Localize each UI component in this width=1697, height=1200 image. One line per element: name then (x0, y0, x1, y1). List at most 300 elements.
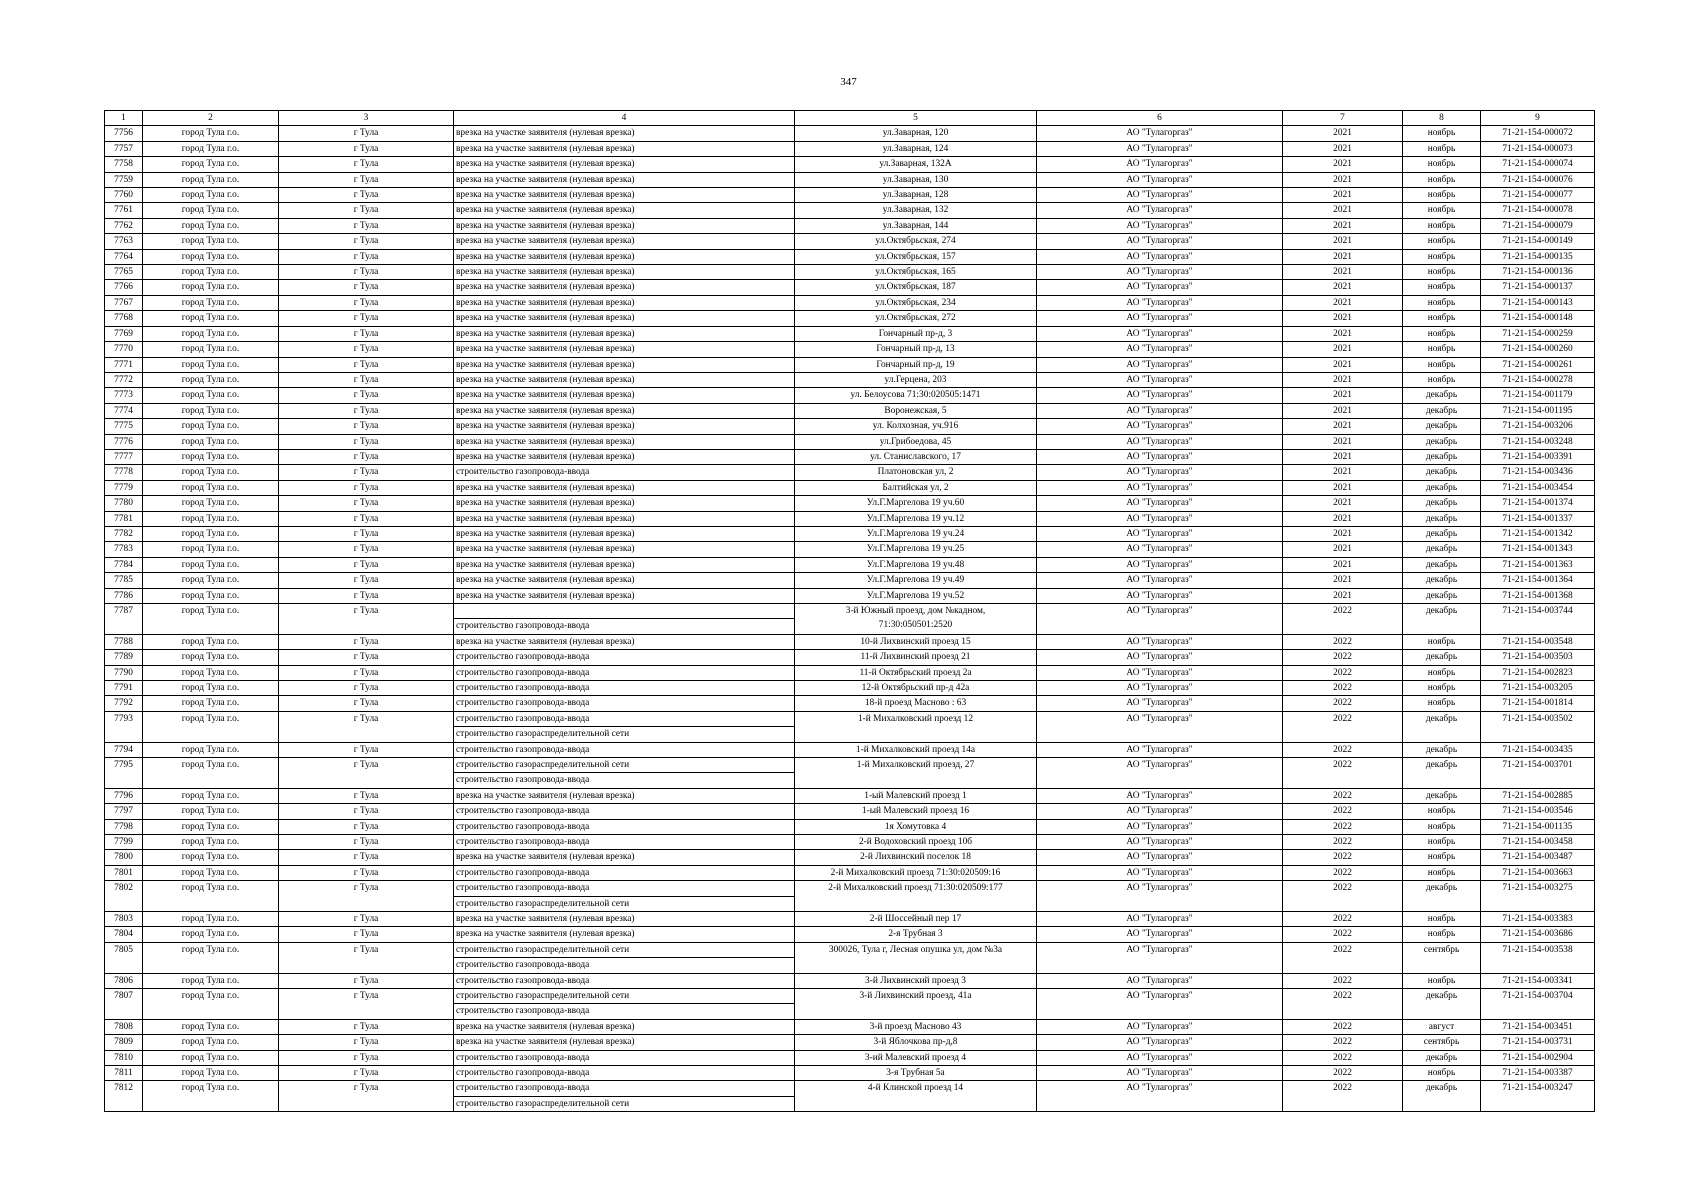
address-line: 11-й Лихвинский проезд 21 (860, 652, 971, 663)
organization-cell: АО "Тулагоргаз" (1037, 681, 1283, 696)
organization-cell: АО "Тулагоргаз" (1037, 665, 1283, 680)
city-cell: г Тула (279, 742, 454, 757)
district-cell: город Тула г.о. (143, 804, 279, 819)
address-cell (795, 696, 1037, 711)
district-cell: город Тула г.о. (143, 665, 279, 680)
work-type-cell (454, 295, 795, 310)
district-cell: город Тула г.о. (143, 696, 279, 711)
work-type-line: врезка на участке заявителя (нулевая врезка) (456, 575, 635, 586)
organization-cell: АО "Тулагоргаз" (1037, 295, 1283, 310)
address-line: Ул.Г.Маргелова 19 уч.60 (866, 498, 965, 509)
organization-cell: АО "Тулагоргаз" (1037, 419, 1283, 434)
year-cell: 2021 (1283, 480, 1403, 495)
table-row (105, 419, 1595, 434)
work-type-cell (454, 141, 795, 156)
work-type-line: строительство газопровода-ввода (456, 1068, 590, 1078)
year-cell: 2021 (1283, 388, 1403, 403)
district-cell: город Тула г.о. (143, 218, 279, 233)
organization-cell: АО "Тулагоргаз" (1037, 711, 1283, 742)
month-cell: декабрь (1403, 419, 1481, 434)
month-cell: ноябрь (1403, 912, 1481, 927)
application-code-cell: 71-21-154-000135 (1481, 249, 1595, 264)
work-type-cell (454, 511, 795, 526)
work-type-cell (454, 912, 795, 927)
month-cell: ноябрь (1403, 665, 1481, 680)
row-number: 7784 (105, 557, 143, 572)
organization-cell: АО "Тулагоргаз" (1037, 881, 1283, 912)
month-cell: декабрь (1403, 573, 1481, 588)
organization-cell: АО "Тулагоргаз" (1037, 249, 1283, 264)
row-number: 7761 (105, 203, 143, 218)
month-cell: ноябрь (1403, 265, 1481, 280)
application-code-cell: 71-21-154-000148 (1481, 311, 1595, 326)
city-cell: г Тула (279, 265, 454, 280)
row-number: 7778 (105, 465, 143, 480)
row-number: 7795 (105, 758, 143, 789)
city-cell: г Тула (279, 588, 454, 603)
work-type-line: врезка на участке заявителя (нулевая врезка) (456, 436, 635, 447)
address-cell (795, 218, 1037, 233)
column-number: 8 (1403, 111, 1481, 126)
organization-cell: АО "Тулагоргаз" (1037, 496, 1283, 511)
address-cell (795, 588, 1037, 603)
month-cell: декабрь (1403, 403, 1481, 418)
year-cell: 2021 (1283, 372, 1403, 387)
table-row (105, 526, 1595, 541)
address-cell (795, 1050, 1037, 1065)
organization-cell: АО "Тулагоргаз" (1037, 912, 1283, 927)
address-line: Гончарный пр-д, 13 (876, 344, 955, 355)
work-type-line: врезка на участке заявителя (нулевая врезка) (456, 297, 635, 308)
table-row (105, 449, 1595, 464)
table-row (105, 912, 1595, 927)
table-row (105, 188, 1595, 203)
work-type-cell (454, 1050, 795, 1065)
work-type-line: строительство газопровода-ввода (456, 806, 590, 817)
table-row (105, 372, 1595, 387)
row-number: 7773 (105, 388, 143, 403)
work-type-cell (454, 973, 795, 988)
address-line: 12-й Октябрьский пр-д 42а (861, 683, 970, 693)
work-type-cell (454, 758, 795, 789)
month-cell: ноябрь (1403, 1066, 1481, 1081)
work-type-cell (454, 449, 795, 464)
organization-cell: АО "Тулагоргаз" (1037, 372, 1283, 387)
address-cell (795, 480, 1037, 495)
work-type-line: строительство газопровода-ввода (456, 713, 590, 724)
city-cell: г Тула (279, 511, 454, 526)
address-line: Ул.Г.Маргелова 19 уч.24 (866, 528, 965, 539)
year-cell: 2021 (1283, 126, 1403, 141)
table-row (105, 557, 1595, 572)
month-cell: декабрь (1403, 542, 1481, 557)
work-type-line: врезка на участке заявителя (нулевая врезка) (456, 236, 635, 247)
application-code-cell: 71-21-154-003341 (1481, 973, 1595, 988)
organization-cell: АО "Тулагоргаз" (1037, 973, 1283, 988)
row-number: 7808 (105, 1019, 143, 1034)
district-cell: город Тула г.о. (143, 850, 279, 865)
city-cell: г Тула (279, 280, 454, 295)
organization-cell: АО "Тулагоргаз" (1037, 742, 1283, 757)
table-row (105, 942, 1595, 973)
work-type-cell (454, 372, 795, 387)
organization-cell: АО "Тулагоргаз" (1037, 326, 1283, 341)
city-cell: г Тула (279, 434, 454, 449)
address-cell (795, 742, 1037, 757)
work-type-cell (454, 188, 795, 203)
address-cell (795, 326, 1037, 341)
column-number: 7 (1283, 111, 1403, 126)
address-cell (795, 1066, 1037, 1081)
city-cell: г Тула (279, 927, 454, 942)
row-number: 7802 (105, 881, 143, 912)
table-row (105, 434, 1595, 449)
work-type-line: строительство газопровода-ввода (456, 667, 590, 678)
month-cell: ноябрь (1403, 634, 1481, 649)
work-type-line: строительство газораспределительной сети (456, 760, 630, 770)
address-cell (795, 403, 1037, 418)
district-cell: город Тула г.о. (143, 496, 279, 511)
work-type-line: строительство газопровода-ввода (456, 698, 590, 709)
year-cell: 2021 (1283, 295, 1403, 310)
application-code-cell: 71-21-154-001135 (1481, 819, 1595, 834)
application-code-cell: 71-21-154-000260 (1481, 342, 1595, 357)
organization-cell: АО "Тулагоргаз" (1037, 573, 1283, 588)
organization-cell: АО "Тулагоргаз" (1037, 942, 1283, 973)
district-cell: город Тула г.о. (143, 588, 279, 603)
address-cell (795, 449, 1037, 464)
work-type-line: строительство газораспределительной сети (456, 944, 630, 955)
month-cell: ноябрь (1403, 973, 1481, 988)
address-line: 1-й Михалковский проезд, 27 (856, 760, 975, 770)
work-type-line: строительство газопровода-ввода (456, 652, 590, 663)
work-type-cell (454, 326, 795, 341)
year-cell: 2022 (1283, 604, 1403, 635)
address-cell (795, 819, 1037, 834)
work-type-cell (454, 311, 795, 326)
application-code-cell: 71-21-154-003704 (1481, 989, 1595, 1020)
address-line: ул.Октябрьская, 187 (875, 282, 956, 293)
year-cell: 2021 (1283, 434, 1403, 449)
address-cell (795, 526, 1037, 541)
year-cell: 2022 (1283, 804, 1403, 819)
city-cell: г Тула (279, 1019, 454, 1034)
work-type-line: врезка на участке заявителя (нулевая врезка) (456, 390, 635, 401)
row-number: 7811 (105, 1066, 143, 1081)
address-line: Ул.Г.Маргелова 19 уч.25 (866, 544, 965, 555)
table-row (105, 989, 1595, 1020)
district-cell: город Тула г.о. (143, 942, 279, 973)
work-type-line: строительство газораспределительной сети (454, 896, 794, 911)
city-cell: г Тула (279, 388, 454, 403)
address-line: 18-й проезд Масново : 63 (864, 698, 967, 709)
row-number: 7799 (105, 835, 143, 850)
organization-cell: АО "Тулагоргаз" (1037, 696, 1283, 711)
application-code-cell: 71-21-154-000149 (1481, 234, 1595, 249)
table-row (105, 573, 1595, 588)
year-cell: 2022 (1283, 665, 1403, 680)
city-cell: г Тула (279, 542, 454, 557)
row-number: 7777 (105, 449, 143, 464)
organization-cell: АО "Тулагоргаз" (1037, 835, 1283, 850)
address-line: Ул.Г.Маргелова 19 уч.49 (866, 575, 965, 586)
organization-cell: АО "Тулагоргаз" (1037, 126, 1283, 141)
address-cell (795, 634, 1037, 649)
address-cell (795, 141, 1037, 156)
year-cell: 2021 (1283, 141, 1403, 156)
table-row (105, 218, 1595, 233)
city-cell: г Тула (279, 526, 454, 541)
row-number: 7789 (105, 650, 143, 665)
district-cell: город Тула г.о. (143, 742, 279, 757)
row-number: 7790 (105, 665, 143, 680)
organization-cell: АО "Тулагоргаз" (1037, 141, 1283, 156)
organization-cell: АО "Тулагоргаз" (1037, 157, 1283, 172)
district-cell: город Тула г.о. (143, 449, 279, 464)
address-cell (795, 788, 1037, 803)
year-cell: 2021 (1283, 218, 1403, 233)
year-cell: 2022 (1283, 1050, 1403, 1065)
row-number: 7807 (105, 989, 143, 1020)
district-cell: город Тула г.о. (143, 434, 279, 449)
district-cell: город Тула г.о. (143, 835, 279, 850)
city-cell: г Тула (279, 480, 454, 495)
district-cell: город Тула г.о. (143, 357, 279, 372)
year-cell: 2021 (1283, 511, 1403, 526)
address-line: 2-я Трубная 3 (888, 929, 943, 940)
address-line: 1-ый Малевский проезд 1 (864, 790, 967, 801)
work-type-line: врезка на участке заявителя (нулевая врезка) (456, 929, 635, 940)
address-line: ул.Заварная, 130 (882, 174, 949, 185)
table-row (105, 234, 1595, 249)
work-type-line: врезка на участке заявителя (нулевая врезка) (456, 590, 635, 601)
address-line: ул.Октябрьская, 234 (875, 297, 956, 308)
row-number: 7793 (105, 711, 143, 742)
row-number: 7760 (105, 188, 143, 203)
address-line: Гончарный пр-д, 19 (876, 359, 955, 370)
district-cell: город Тула г.о. (143, 234, 279, 249)
address-cell (795, 927, 1037, 942)
district-cell: город Тула г.о. (143, 604, 279, 635)
work-type-line: врезка на участке заявителя (нулевая врезка) (456, 559, 635, 570)
application-code-cell: 71-21-154-000143 (1481, 295, 1595, 310)
address-line: 2-й Михалковский проезд 71:30:020509:177 (828, 883, 1003, 894)
work-type-line: врезка на участке заявителя (нулевая врезка) (456, 914, 635, 924)
work-type-line: врезка на участке заявителя (нулевая врезка) (456, 405, 635, 416)
month-cell: декабрь (1403, 788, 1481, 803)
month-cell: сентябрь (1403, 1035, 1481, 1050)
application-code-cell: 71-21-154-003503 (1481, 650, 1595, 665)
row-number: 7810 (105, 1050, 143, 1065)
work-type-line: врезка на участке заявителя (нулевая врезка) (456, 359, 635, 370)
register-table (104, 110, 1595, 1112)
month-cell: ноябрь (1403, 295, 1481, 310)
work-type-cell (454, 634, 795, 649)
city-cell: г Тула (279, 912, 454, 927)
address-cell (795, 496, 1037, 511)
year-cell: 2022 (1283, 711, 1403, 742)
table-row (105, 388, 1595, 403)
work-type-line: врезка на участке заявителя (нулевая врезка) (456, 267, 635, 278)
year-cell: 2022 (1283, 819, 1403, 834)
month-cell: декабрь (1403, 650, 1481, 665)
work-type-cell (454, 480, 795, 495)
year-cell: 2021 (1283, 419, 1403, 434)
address-cell (795, 126, 1037, 141)
application-code-cell: 71-21-154-003731 (1481, 1035, 1595, 1050)
row-number: 7792 (105, 696, 143, 711)
city-cell: г Тула (279, 650, 454, 665)
work-type-line: врезка на участке заявителя (нулевая врезка) (456, 1021, 635, 1032)
application-code-cell: 71-21-154-002904 (1481, 1050, 1595, 1065)
city-cell: г Тула (279, 188, 454, 203)
organization-cell: АО "Тулагоргаз" (1037, 557, 1283, 572)
work-type-line: строительство газопровода-ввода (454, 618, 794, 633)
organization-cell: АО "Тулагоргаз" (1037, 234, 1283, 249)
district-cell: город Тула г.о. (143, 126, 279, 141)
table-row (105, 465, 1595, 480)
row-number: 7806 (105, 973, 143, 988)
organization-cell: АО "Тулагоргаз" (1037, 1081, 1283, 1112)
work-type-line: строительство газопровода-ввода (456, 821, 590, 832)
table-row (105, 604, 1595, 635)
row-number: 7805 (105, 942, 143, 973)
address-line: 3-ий Малевский проезд 4 (864, 1052, 967, 1063)
address-line: Платоновская ул, 2 (877, 467, 954, 478)
table-row (105, 172, 1595, 187)
district-cell: город Тула г.о. (143, 403, 279, 418)
work-type-cell (454, 742, 795, 757)
column-number: 5 (795, 111, 1037, 126)
month-cell: ноябрь (1403, 681, 1481, 696)
work-type-cell (454, 927, 795, 942)
address-cell (795, 665, 1037, 680)
city-cell: г Тула (279, 1035, 454, 1050)
organization-cell: АО "Тулагоргаз" (1037, 758, 1283, 789)
district-cell: город Тула г.о. (143, 157, 279, 172)
work-type-cell (454, 126, 795, 141)
table-row (105, 696, 1595, 711)
month-cell: декабрь (1403, 758, 1481, 789)
application-code-cell: 71-21-154-000259 (1481, 326, 1595, 341)
year-cell: 2022 (1283, 742, 1403, 757)
city-cell: г Тула (279, 496, 454, 511)
work-type-line: врезка на участке заявителя (нулевая врезка) (456, 544, 635, 555)
city-cell: г Тула (279, 357, 454, 372)
month-cell: декабрь (1403, 742, 1481, 757)
year-cell: 2022 (1283, 681, 1403, 696)
table-row (105, 342, 1595, 357)
row-number: 7780 (105, 496, 143, 511)
year-cell: 2021 (1283, 465, 1403, 480)
city-cell: г Тула (279, 403, 454, 418)
organization-cell: АО "Тулагоргаз" (1037, 1019, 1283, 1034)
address-cell (795, 604, 1037, 635)
address-line: ул.Заварная, 120 (882, 128, 949, 139)
work-type-line: врезка на участке заявителя (нулевая врезка) (456, 636, 635, 647)
work-type-line: строительство газораспределительной сети (454, 1096, 794, 1111)
work-type-cell (454, 557, 795, 572)
year-cell: 2022 (1283, 927, 1403, 942)
address-cell (795, 434, 1037, 449)
district-cell: город Тула г.о. (143, 419, 279, 434)
year-cell: 2022 (1283, 850, 1403, 865)
row-number: 7812 (105, 1081, 143, 1112)
table-row (105, 141, 1595, 156)
address-line: 11-й Октябрьский проезд 2а (859, 667, 972, 678)
work-type-cell (454, 942, 795, 973)
address-line: 3-я Трубная 5а (886, 1068, 945, 1078)
work-type-line: строительство газопровода-ввода (456, 1083, 590, 1094)
application-code-cell: 71-21-154-003744 (1481, 604, 1595, 635)
row-number: 7771 (105, 357, 143, 372)
work-type-cell (454, 865, 795, 880)
month-cell: декабрь (1403, 588, 1481, 603)
district-cell: город Тула г.о. (143, 141, 279, 156)
table-row (105, 1035, 1595, 1050)
address-line: ул.Октябрьская, 272 (875, 313, 956, 324)
work-type-line: врезка на участке заявителя (нулевая врезка) (456, 451, 635, 462)
table-row (105, 588, 1595, 603)
year-cell: 2021 (1283, 280, 1403, 295)
district-cell: город Тула г.о. (143, 865, 279, 880)
application-code-cell: 71-21-154-001343 (1481, 542, 1595, 557)
table-row (105, 788, 1595, 803)
year-cell: 2022 (1283, 835, 1403, 850)
organization-cell: АО "Тулагоргаз" (1037, 280, 1283, 295)
address-line: 1я Хомутовка 4 (884, 821, 947, 832)
application-code-cell: 71-21-154-003686 (1481, 927, 1595, 942)
work-type-line: врезка на участке заявителя (нулевая врезка) (456, 159, 635, 170)
address-line: ул.Заварная, 132 (882, 205, 949, 216)
row-number: 7762 (105, 218, 143, 233)
month-cell: ноябрь (1403, 696, 1481, 711)
work-type-line: строительство газораспределительной сети (454, 726, 794, 741)
address-line: ул.Грибоедова, 45 (879, 436, 952, 447)
organization-cell: АО "Тулагоргаз" (1037, 788, 1283, 803)
row-number: 7768 (105, 311, 143, 326)
row-number: 7785 (105, 573, 143, 588)
work-type-line: врезка на участке заявителя (нулевая врезка) (456, 205, 635, 216)
address-line: Воронежская, 5 (884, 405, 947, 416)
organization-cell: АО "Тулагоргаз" (1037, 865, 1283, 880)
address-cell (795, 234, 1037, 249)
table-row (105, 326, 1595, 341)
address-line: 2-й Михалковский проезд 71:30:020509:16 (830, 867, 1001, 878)
year-cell: 2021 (1283, 496, 1403, 511)
organization-cell: АО "Тулагоргаз" (1037, 927, 1283, 942)
address-line: ул.Октябрьская, 157 (875, 251, 956, 262)
year-cell: 2021 (1283, 342, 1403, 357)
address-line: ул.Заварная, 128 (882, 190, 949, 201)
city-cell: г Тула (279, 681, 454, 696)
city-cell: г Тула (279, 234, 454, 249)
month-cell: ноябрь (1403, 357, 1481, 372)
month-cell: ноябрь (1403, 372, 1481, 387)
city-cell: г Тула (279, 1050, 454, 1065)
work-type-line: строительство газопровода-ввода (456, 837, 590, 847)
district-cell: город Тула г.о. (143, 989, 279, 1020)
table-row (105, 357, 1595, 372)
month-cell: ноябрь (1403, 203, 1481, 218)
address-cell (795, 542, 1037, 557)
address-line: 1-й Михалковский проезд 14а (855, 744, 976, 755)
year-cell: 2021 (1283, 542, 1403, 557)
district-cell: город Тула г.о. (143, 634, 279, 649)
district-cell: город Тула г.о. (143, 542, 279, 557)
city-cell: г Тула (279, 172, 454, 187)
column-number: 6 (1037, 111, 1283, 126)
